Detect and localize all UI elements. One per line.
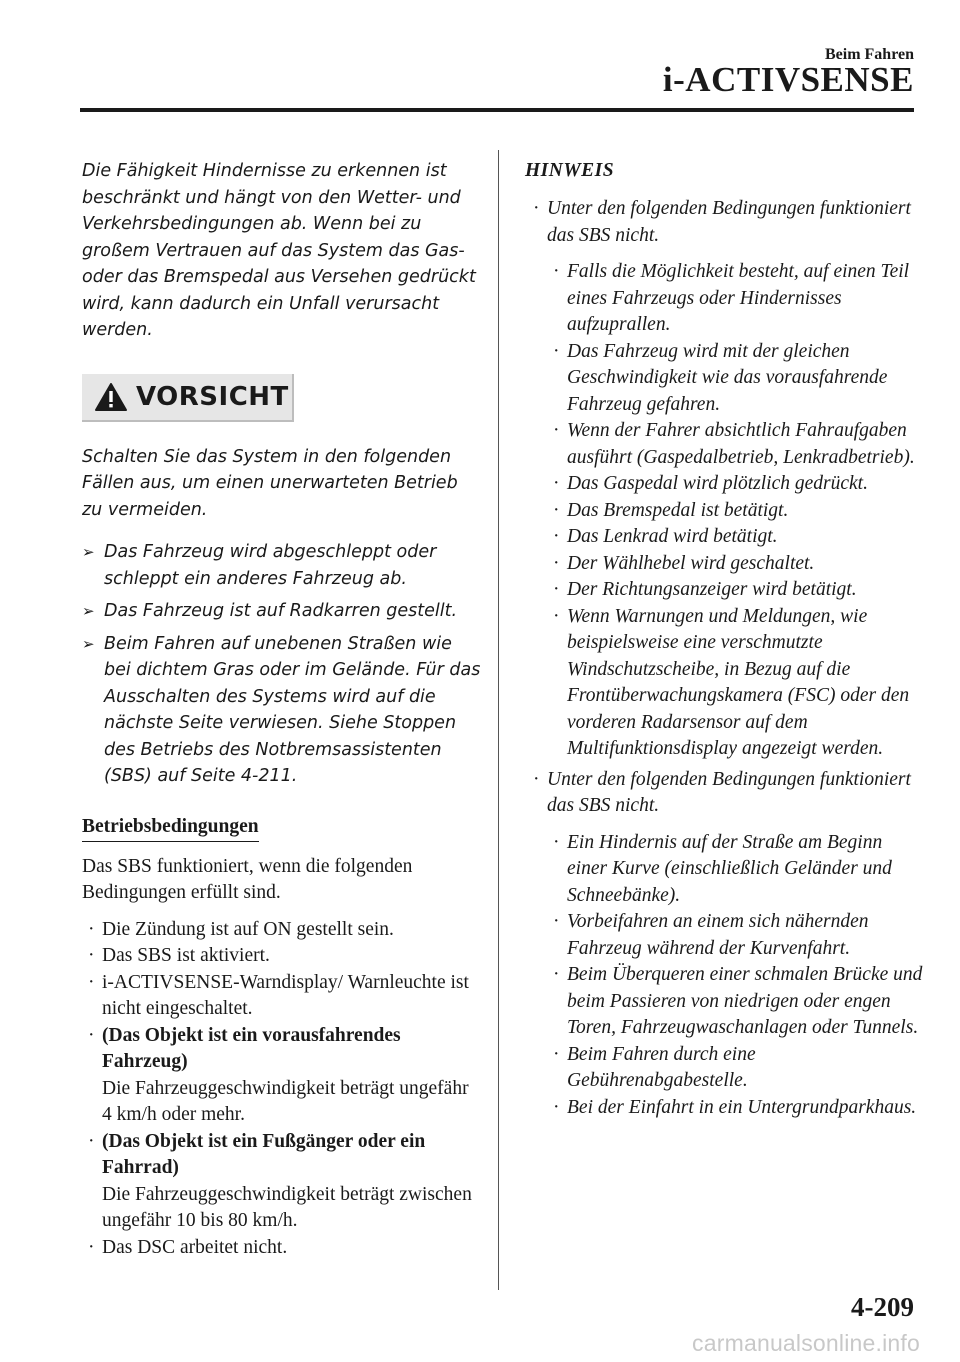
header-rule (80, 108, 914, 112)
dot-bullet-icon: · (88, 1024, 95, 1046)
section-intro: Das SBS funktioniert, wenn die folgenden Bedingungen erfüllt sind. (82, 855, 413, 903)
watermark[interactable]: carmanualsonline.info (692, 1330, 920, 1356)
dot-bullet-icon: · (553, 473, 560, 494)
condition-item: · Das SBS ist aktiviert. (82, 943, 482, 970)
dot-bullet-icon: · (553, 499, 560, 521)
dot-bullet-icon: · (553, 420, 560, 441)
caution-text: Schalten Sie das System in den folgenden Fällen aus, um einen unerwarteten Betrieb zu vermeiden. (82, 446, 458, 520)
page-title: i-ACTIVSENSE (662, 60, 914, 99)
dot-bullet-icon: · (553, 340, 560, 362)
caution-item: ➢ Das Fahrzeug wird abgeschleppt oder schleppt ein anderes Fahrzeug ab. (82, 539, 482, 592)
note-sublist (547, 830, 925, 1122)
caution-label: VORSICHT (136, 381, 289, 412)
section-label: Beim Fahren (824, 46, 914, 63)
note-item: · Das Lenkrad wird betätigt. (547, 524, 925, 551)
dot-bullet-icon: · (88, 1236, 95, 1258)
dot-bullet-icon: · (553, 964, 560, 985)
note-item: · Wenn der Fahrer absichtlich Fahraufgaben ausführt (Gaspedalbetrieb, Lenkradbetrieb). (553, 420, 915, 468)
note-item: · Das Fahrzeug wird mit der gleichen Geschwindigkeit wie das vorausfahrende Fahrzeug gefahren. (553, 340, 888, 415)
condition-item: · i-ACTIVSENSE-Warndisplay/ Warnleuchte ist nicht eingeschaltet. (88, 971, 469, 1019)
dot-bullet-icon: · (88, 1130, 95, 1152)
note-intro: Unter den folgenden Bedingungen funktioniert das SBS nicht. (547, 198, 911, 246)
note-item: · Der Wählhebel wird geschaltet. (547, 551, 925, 578)
note-item: · Ein Hindernis auf der Straße am Beginn einer Kurve (einschließlich Geländer und Schneebänke). (553, 831, 892, 906)
note-item: · Beim Überqueren einer schmalen Brücke und beim Passieren von niedrigen oder engen Toren, Fahrzeugwaschanlagen oder Tunnels. (553, 964, 923, 1038)
dot-bullet-icon: · (553, 552, 560, 574)
note-list (525, 196, 925, 1121)
warning-text: Die Fähigkeit Hindernisse zu erkennen ist beschränkt und hängt von den Wetter- und Verkehrsbedingungen ab. Wenn bei zu großem Vertrauen auf das System das Gas- oder das Bremspedal aus Versehen gedrückt wird, kann dadurch ein Unfall verursacht werden. (82, 161, 476, 340)
warning-triangle-icon (94, 382, 128, 412)
caution-item: ➢ Das Fahrzeug ist auf Radkarren gestellt. (82, 598, 482, 625)
note-sublist (547, 259, 925, 763)
dot-bullet-icon: · (553, 579, 560, 600)
condition-heading: (Das Objekt ist ein vorausfahrendes Fahrzeug) (102, 1024, 401, 1072)
dot-bullet-icon: · (553, 911, 560, 932)
condition-item: · (Das Objekt ist ein vorausfahrendes Fahrzeug) Die Fahrzeuggeschwindigkeit beträgt ungefähr 4 km/h oder mehr. (88, 1024, 469, 1125)
dot-bullet-icon: · (553, 1043, 560, 1065)
conditions-list (82, 917, 482, 1262)
right-column (525, 158, 925, 1125)
dot-bullet-icon: · (88, 945, 95, 966)
dot-bullet-icon: · (553, 261, 560, 282)
note-item: · Beim Fahren durch eine Gebührenabgabestelle. (553, 1043, 756, 1091)
note-item: · Vorbeifahren an einem sich nähernden Fahrzeug während der Kurvenfahrt. (553, 911, 869, 959)
note-intro: Unter den folgenden Bedingungen funktioniert das SBS nicht. (547, 768, 911, 816)
condition-heading: (Das Objekt ist ein Fußgänger oder ein Fahrrad) (102, 1130, 426, 1178)
caution-banner (82, 374, 294, 422)
note-item: · Bei der Einfahrt in ein Untergrundparkhaus. (547, 1095, 925, 1122)
dot-bullet-icon: · (553, 1096, 560, 1118)
note-item: · Der Richtungsanzeiger wird betätigt. (547, 577, 925, 604)
note-item: · Falls die Möglichkeit besteht, auf einen Teil eines Fahrzeugs oder Hindernisses aufzuprallen. (553, 261, 910, 335)
caution-list (82, 539, 482, 790)
condition-item: · Die Zündung ist auf ON gestellt sein. (82, 917, 482, 944)
note-heading: HINWEIS (525, 160, 615, 181)
column-divider (498, 150, 499, 1290)
dot-bullet-icon: · (88, 971, 95, 993)
note-item: · Das Bremspedal ist betätigt. (547, 498, 925, 525)
page-number: 4-209 (851, 1292, 914, 1322)
note-group (525, 767, 925, 1122)
dot-bullet-icon: · (533, 198, 540, 219)
arrow-bullet-icon: ➢ (82, 634, 95, 653)
dot-bullet-icon: · (553, 831, 560, 853)
section-heading: Betriebsbedingungen (82, 814, 259, 842)
condition-item: · (Das Objekt ist ein Fußgänger oder ein Fahrrad) Die Fahrzeuggeschwindigkeit beträgt zwischen ungefähr 10 bis 80 km/h. (88, 1130, 472, 1231)
note-group (525, 196, 925, 763)
left-column (82, 158, 482, 1261)
note-item: · Wenn Warnungen und Meldungen, wie beispielsweise eine verschmutzte Windschutzscheibe, in Bezug auf die Frontüberwachungskamera (FSC) oder den vorderen Radarsensor auf dem Multifunktionsdisplay angezeigt werden. (553, 605, 910, 759)
arrow-bullet-icon: ➢ (82, 543, 95, 561)
dot-bullet-icon: · (553, 605, 560, 627)
arrow-bullet-icon: ➢ (82, 602, 95, 620)
dot-bullet-icon: · (88, 918, 95, 940)
dot-bullet-icon: · (553, 526, 560, 547)
caution-item: ➢ Beim Fahren auf unebenen Straßen wie bei dichtem Gras oder im Gelände. Für das Ausschalten des Systems wird auf die nächste Seite verwiesen. Siehe Stoppen des Betriebs des Notbremsassistenten (SBS) auf Seite 4-211. (82, 631, 482, 790)
dot-bullet-icon: · (533, 768, 540, 790)
note-item: · Das Gaspedal wird plötzlich gedrückt. (547, 471, 925, 498)
condition-item: · Das DSC arbeitet nicht. (82, 1235, 482, 1262)
